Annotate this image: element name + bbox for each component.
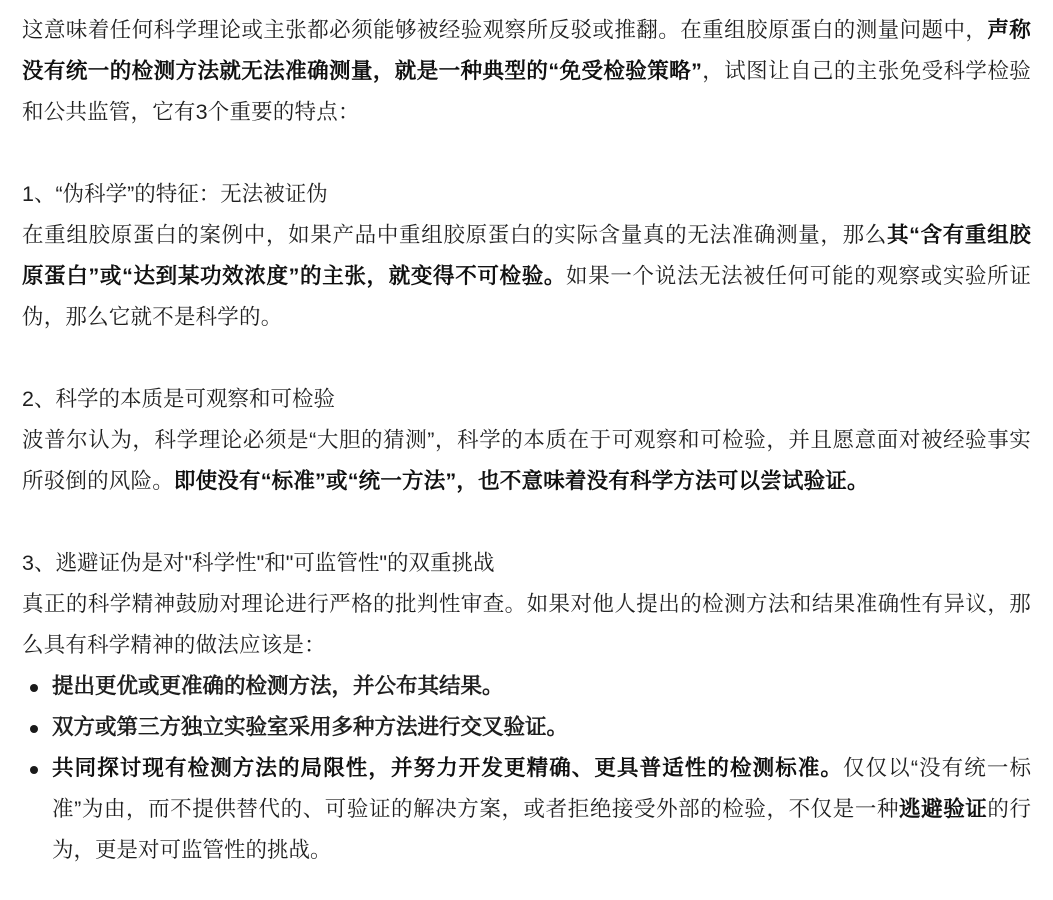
list-item-text-bold-2: 逃避验证 [899, 797, 988, 821]
recommendation-list [22, 666, 1031, 871]
intro-text-part-3: ，试图让自己的主张免受科学检验和公共监管，它有3个重要的特点： [22, 59, 1031, 124]
intro-text-part-1: 这意味着任何科学理论或主张都必须能够被经验观察所反驳或推翻。在重组胶原蛋白的测量问题中， [22, 18, 988, 42]
section-3-text-part-1: 真正的科学精神鼓励对理论进行严格的批判性审查。如果对他人提出的检测方法和结果准确性有异议，那么具有科学精神的做法应该是： [22, 592, 1031, 657]
section-2-heading: 2、科学的本质是可观察和可检验 [22, 387, 335, 411]
list-item-text: 提出更优或更准确的检测方法，并公布其结果。 [52, 674, 504, 698]
spacer-2 [22, 338, 1031, 379]
list-item-text: 双方或第三方独立实验室采用多种方法进行交叉验证。 [52, 715, 569, 739]
list-item-text-bold-1: 共同探讨现有检测方法的局限性，并努力开发更精确、更具普适性的检测标准。 [52, 756, 844, 780]
section-1-text-part-3: 如果一个说法无法被任何可能的观察或实验所证伪，那么它就不是科学的。 [22, 264, 1032, 329]
section-1-text-bold: 其“含有重组胶原蛋白”或“达到某功效浓度”的主张，就变得不可检验。 [22, 223, 1031, 288]
section-1-body [22, 215, 1031, 338]
list-item [22, 707, 1031, 748]
section-3-heading: 3、逃避证伪是对"科学性"和"可监管性"的双重挑战 [22, 551, 495, 575]
section-2-body [22, 420, 1031, 502]
spacer-3 [22, 502, 1031, 543]
list-item-text-normal-2: 的行为，更是对可监管性的挑战。 [52, 797, 1031, 862]
list-item [22, 748, 1031, 871]
spacer-1 [22, 133, 1031, 174]
list-item [22, 666, 1031, 707]
section-1-heading: 1、“伪科学”的特征：无法被证伪 [22, 182, 328, 206]
intro-text-bold: 声称没有统一的检测方法就无法准确测量，就是一种典型的“免受检验策略” [22, 18, 1031, 83]
section-2-text-part-1: 波普尔认为，科学理论必须是“大胆的猜测”，科学的本质在于可观察和可检验，并且愿意面对被经验事实所驳倒的风险。 [22, 428, 1031, 493]
section-3-body [22, 584, 1031, 666]
section-1-text-part-1: 在重组胶原蛋白的案例中，如果产品中重组胶原蛋白的实际含量真的无法准确测量，那么 [22, 223, 887, 247]
section-2-text-bold: 即使没有“标准”或“统一方法”，也不意味着没有科学方法可以尝试验证。 [173, 469, 869, 493]
intro-paragraph [22, 10, 1031, 133]
list-item-text-normal-1: 仅仅以“没有统一标准”为由，而不提供替代的、可验证的解决方案，或者拒绝接受外部的检验，不仅是一种 [52, 756, 1031, 821]
